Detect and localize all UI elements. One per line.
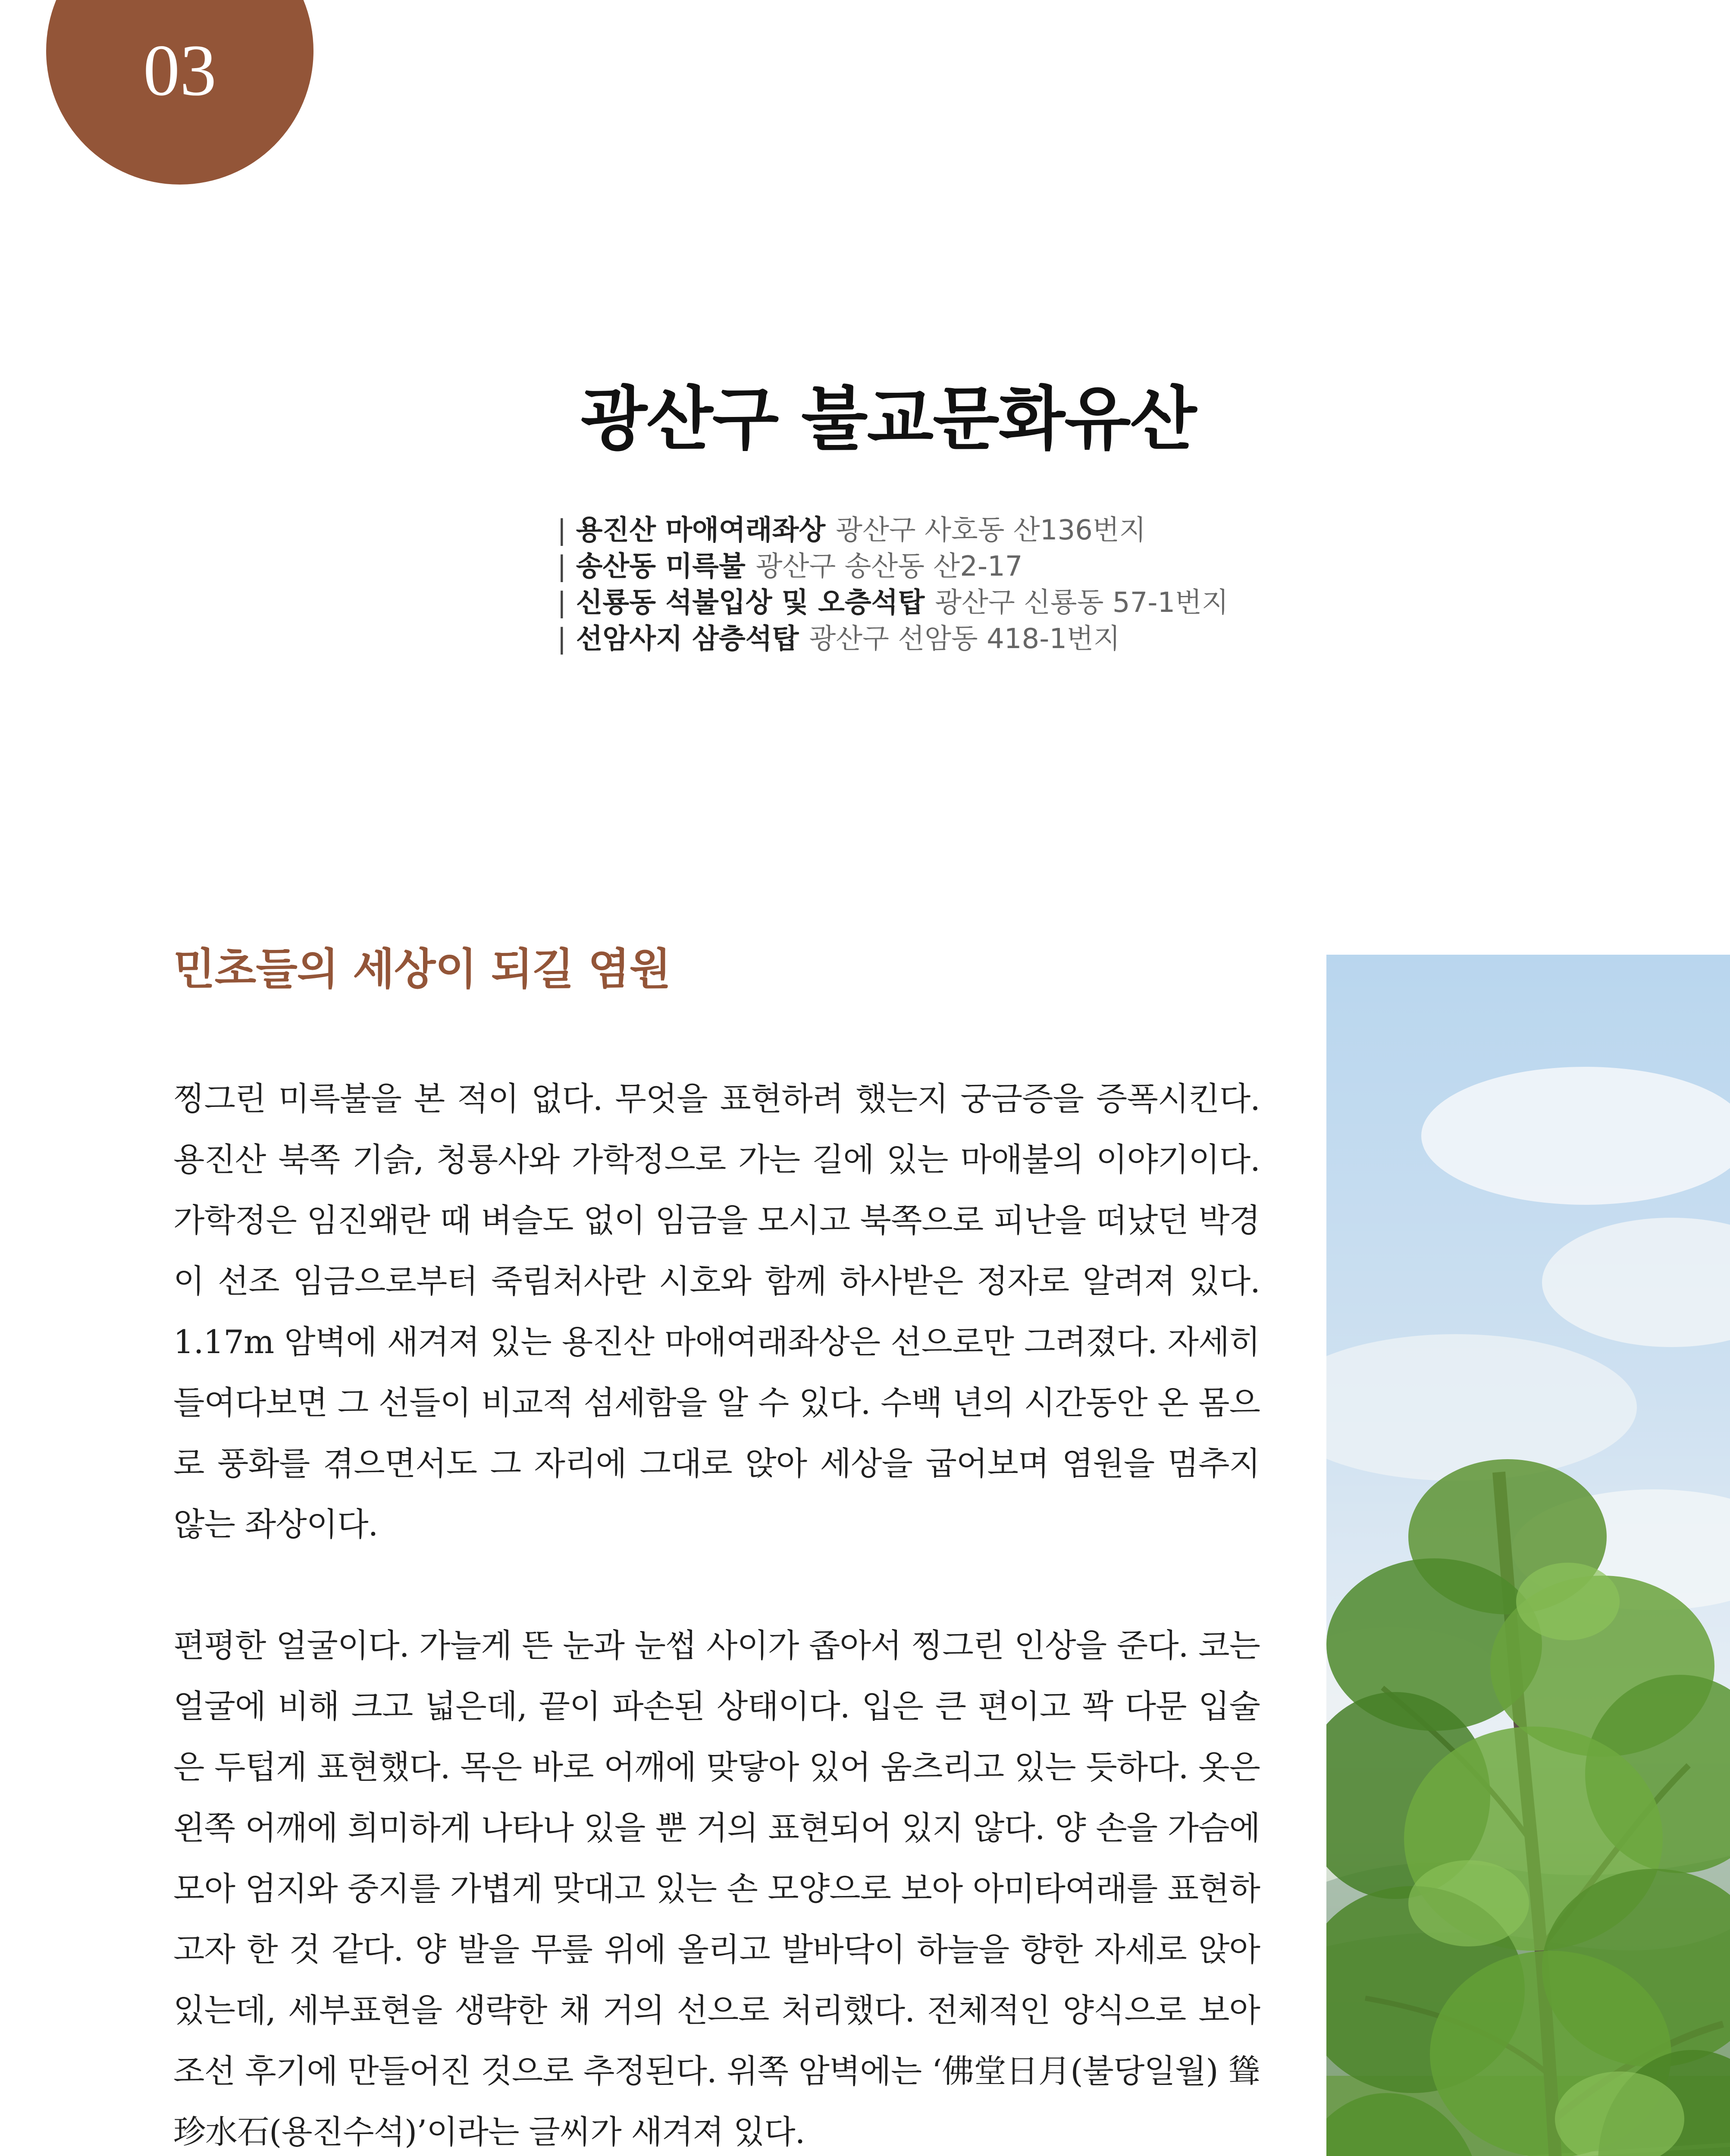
site-name: 선암사지 삼층석탑 [576,623,799,655]
site-address: 광산구 사호동 산136번지 [836,514,1146,546]
site-item [557,621,1229,657]
heritage-site-list [557,512,1229,657]
site-address: 광산구 선암동 418-1번지 [809,623,1120,655]
list-bar: | [557,587,567,619]
list-bar: | [557,514,567,546]
chapter-number: 03 [143,30,216,111]
page-title: 광산구 불교문화유산 [580,379,1196,459]
site-item [557,512,1229,548]
list-bar: | [557,623,567,655]
landscape-photo [1326,955,1730,2156]
site-name: 용진산 마애여래좌상 [576,514,826,546]
body-paragraph: 찡그린 미륵불을 본 적이 없다. 무엇을 표현하려 했는지 궁금증을 증폭시킨다. 용진산 북쪽 기슭, 청룡사와 가학정으로 가는 길에 있는 마애불의 이야기이다. 가학정은 임진왜란 때 벼슬도 없이 임금을 모시고 북쪽으로 피난을 떠났던 박경이 선조 임금으로부터 죽림처사란 시호와 함께 하사받은 정자로 알려져 있다. 1.17m 암벽에 새겨져 있는 용진산 마애여래좌상은 선으로만 그려졌다. 자세히 들여다보면 그 선들이 비교적 섬세함을 알 수 있다. 수백 년의 시간동안 온 몸으로 풍화를 겪으면서도 그 자리에 그대로 앉아 세상을 굽어보며 염원을 멈추지 않는 좌상이다. [173,1080,1260,1543]
site-address: 광산구 송산동 산2-17 [755,551,1023,583]
article-body [173,1069,1260,2156]
list-bar: | [557,551,567,583]
chapter-badge [46,0,313,185]
site-address: 광산구 신룡동 57-1번지 [935,587,1229,619]
site-name: 신룡동 석불입상 및 오층석탑 [576,587,925,619]
tree-landscape-illustration [1326,955,1730,2156]
body-paragraph: 편평한 얼굴이다. 가늘게 뜬 눈과 눈썹 사이가 좁아서 찡그린 인상을 준다. 코는 얼굴에 비해 크고 넓은데, 끝이 파손된 상태이다. 입은 큰 편이고 꽉 다문 입술은 두텁게 표현했다. 목은 바로 어깨에 맞닿아 있어 움츠리고 있는 듯하다. 옷은 왼쪽 어깨에 희미하게 나타나 있을 뿐 거의 표현되어 있지 않다. 양 손을 가슴에 모아 엄지와 중지를 가볍게 맞대고 있는 손 모양으로 보아 아미타여래를 표현하고자 한 것 같다. 양 발을 무릎 위에 올리고 발바닥이 하늘을 향한 자세로 앉아 있는데, 세부표현을 생략한 채 거의 선으로 처리했다. 전체적인 양식으로 보아 조선 후기에 만들어진 것으로 추정된다. 위쪽 암벽에는 ‘佛堂日月(불당일월) 聳珍水石(용진수석)’이라는 글씨가 새겨져 있다. [173,1626,1260,2151]
section-heading: 민초들의 세상이 되길 염원 [173,944,671,994]
site-name: 송산동 미륵불 [576,551,746,583]
site-item [557,585,1229,621]
site-item [557,548,1229,585]
